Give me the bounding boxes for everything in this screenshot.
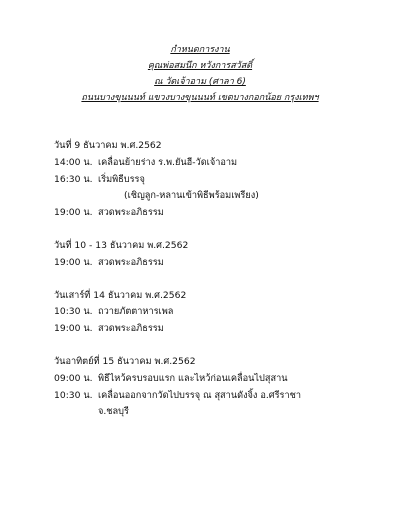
item-time: 10:30 น.	[54, 389, 93, 401]
item-time: 19:00 น.	[54, 207, 93, 219]
item-time: 19:00 น.	[54, 323, 93, 335]
item-text: สวดพระอภิธรรม	[98, 256, 164, 268]
item-text: ถวายภัตตาหารเพล	[98, 306, 174, 318]
schedule-item	[54, 172, 301, 189]
schedule-item-note	[54, 188, 301, 205]
venue-address: ถนนบางขุนนนท์ แขวงบางขุนนนท์ เขตบางกอกน้อย กรุงเทพฯ	[81, 93, 319, 103]
item-text: (เชิญลูก-หลานเข้าพิธีพร้อมเพรียง)	[124, 190, 259, 202]
day-date: วันที่ 9 ธันวาคม พ.ศ.2562	[54, 140, 162, 151]
day-date: วันอาทิตย์ที่ 15 ธันวาคม พ.ศ.2562	[54, 355, 196, 367]
deceased-name: คุณพ่อสมนึก หวังการสวัสดิ์	[147, 61, 253, 71]
item-time: 16:30 น.	[54, 173, 93, 185]
schedule-item	[54, 155, 301, 172]
item-text: เริ่มพิธีบรรจุ	[98, 173, 145, 185]
item-time: 14:00 น.	[54, 156, 93, 168]
item-text: เคลื่อนออกจากวัดไปบรรจุ ณ สุสานดังจิ้ง อ.ศรีราชา	[98, 389, 302, 401]
document-header	[0, 42, 400, 106]
schedule-day-3	[54, 288, 301, 338]
schedule-item	[54, 388, 301, 405]
item-text: เคลื่อนย้ายร่าง ร.พ.ยันฮี-วัดเจ้าอาม	[98, 156, 238, 168]
day-date: วันที่ 10 - 13 ธันวาคม พ.ศ.2562	[54, 239, 189, 251]
item-time: 19:00 น.	[54, 256, 93, 268]
schedule-day-1	[54, 138, 301, 222]
schedule-item-continuation	[54, 404, 301, 421]
item-text: สวดพระอภิธรรม	[98, 207, 164, 219]
schedule-day-4	[54, 354, 301, 421]
item-text: สวดพระอภิธรรม	[98, 323, 164, 335]
document-title: กำหนดการงาน	[170, 45, 230, 55]
venue: ณ วัดเจ้าอาม (ศาลา 6)	[154, 77, 246, 87]
schedule-item	[54, 304, 301, 321]
schedule-item	[54, 371, 301, 388]
item-time: 10:30 น.	[54, 306, 93, 318]
schedule	[54, 138, 301, 437]
item-text: จ.ชลบุรี	[98, 406, 129, 418]
schedule-item	[54, 255, 301, 272]
schedule-item	[54, 205, 301, 222]
day-date: วันเสาร์ที่ 14 ธันวาคม พ.ศ.2562	[54, 289, 187, 301]
item-text: พิธีไหว้ครบรอบแรก และไหว้ก่อนเคลื่อนไปสุสาน	[98, 372, 288, 384]
schedule-day-2	[54, 238, 301, 272]
schedule-item	[54, 321, 301, 338]
item-time: 09:00 น.	[54, 372, 93, 384]
